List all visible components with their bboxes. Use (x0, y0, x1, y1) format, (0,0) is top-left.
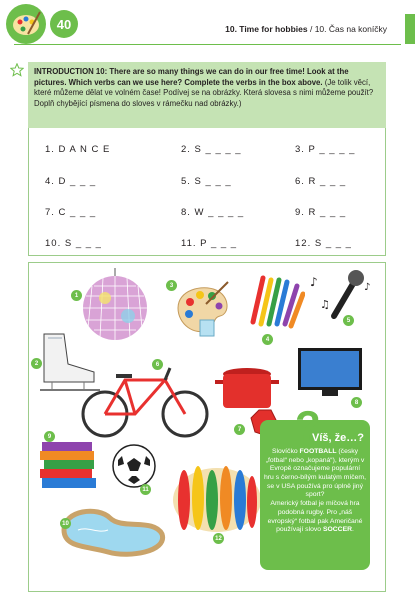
verb-item: 1. D A N C E (45, 144, 111, 155)
instruction-label: INTRODUCTION 10: (34, 67, 108, 76)
paint-palette-icon (172, 280, 234, 340)
books-icon (38, 438, 100, 496)
bicycle-icon (80, 360, 210, 440)
picture-number: 10 (60, 518, 71, 529)
instruction-text-cs: (Je tolik věcí, které můžeme dělat ve volném čase! Podívej se na obrázky. Která slovesa s nimi můžeme použít? Doplň chybějící písmena do sloves v rámečku nad obrázky.) (34, 77, 374, 108)
page-title-cs: / 10. Čas na koníčky (307, 24, 387, 34)
page-tab (405, 14, 415, 44)
picture-number: 2 (31, 358, 42, 369)
instruction-box (28, 62, 386, 128)
fact-text: . (352, 526, 354, 534)
verb-box (28, 128, 386, 256)
fact-text: (česky „fotbal“ nebo „kopaná“), kterým v Evropě označujeme populární hru s černo-bílým kulatým míčem, se v USA používá pro úplně jiný sport? (264, 448, 366, 499)
picture-number: 12 (213, 533, 224, 544)
picture-number: 11 (140, 484, 151, 495)
verb-item: 10. S _ _ _ (45, 238, 102, 249)
verb-item: 8. W _ _ _ _ (181, 207, 245, 218)
header-divider (14, 44, 401, 45)
fact-text: Slovíčko (271, 448, 300, 455)
picture-number: 8 (351, 397, 362, 408)
svg-text:♫: ♫ (320, 298, 330, 311)
picture-number: 4 (262, 334, 273, 345)
page-number: 40 (50, 10, 78, 38)
instruction-text-en: There are so many things we can do in our free time! Look at the pictures. Which verbs can we use here? Complete the verbs in the box above. (34, 67, 349, 87)
microphone-icon (306, 266, 376, 326)
crayons-icon (245, 270, 305, 330)
picture-number: 9 (44, 431, 55, 442)
picture-number: 3 (166, 280, 177, 291)
verb-item: 6. R _ _ _ (295, 176, 347, 187)
verb-item: 11. P _ _ _ (181, 238, 238, 249)
svg-text:♪: ♪ (310, 275, 318, 289)
fact-text: Americký fotbal je míčová hra podobná rugby. Pro „náš evropský“ fotbal pak Američané používají slovo (267, 500, 363, 534)
picture-number: 5 (343, 315, 354, 326)
verb-item: 9. R _ _ _ (295, 207, 347, 218)
page-title-en: 10. Time for hobbies (225, 24, 308, 34)
did-you-know-title: Víš, že…? (312, 432, 364, 444)
surfboards-icon (172, 460, 262, 534)
swimming-pool-icon (58, 500, 168, 560)
palette-logo (6, 4, 46, 44)
picture-number: 6 (152, 359, 163, 370)
verb-item: 2. S _ _ _ _ (181, 144, 242, 155)
picture-number: 1 (71, 290, 82, 301)
svg-text:♪: ♪ (364, 282, 371, 293)
verb-item: 7. C _ _ _ (45, 207, 97, 218)
verb-item: 4. D _ _ _ (45, 176, 97, 187)
page-header (0, 0, 415, 46)
fact-keyword: FOOTBALL (299, 448, 337, 455)
star-icon (10, 63, 24, 77)
verb-item: 12. S _ _ _ (295, 238, 352, 249)
verb-item: 3. P _ _ _ _ (295, 144, 356, 155)
did-you-know-text (264, 448, 366, 535)
page-title (225, 24, 387, 34)
football-icon (110, 442, 158, 490)
fact-keyword: SOCCER (322, 526, 353, 534)
verb-item: 5. S _ _ _ (181, 176, 232, 187)
question-mark-icon: ? (295, 402, 321, 449)
picture-number: 7 (234, 424, 245, 435)
television-icon (296, 346, 366, 400)
